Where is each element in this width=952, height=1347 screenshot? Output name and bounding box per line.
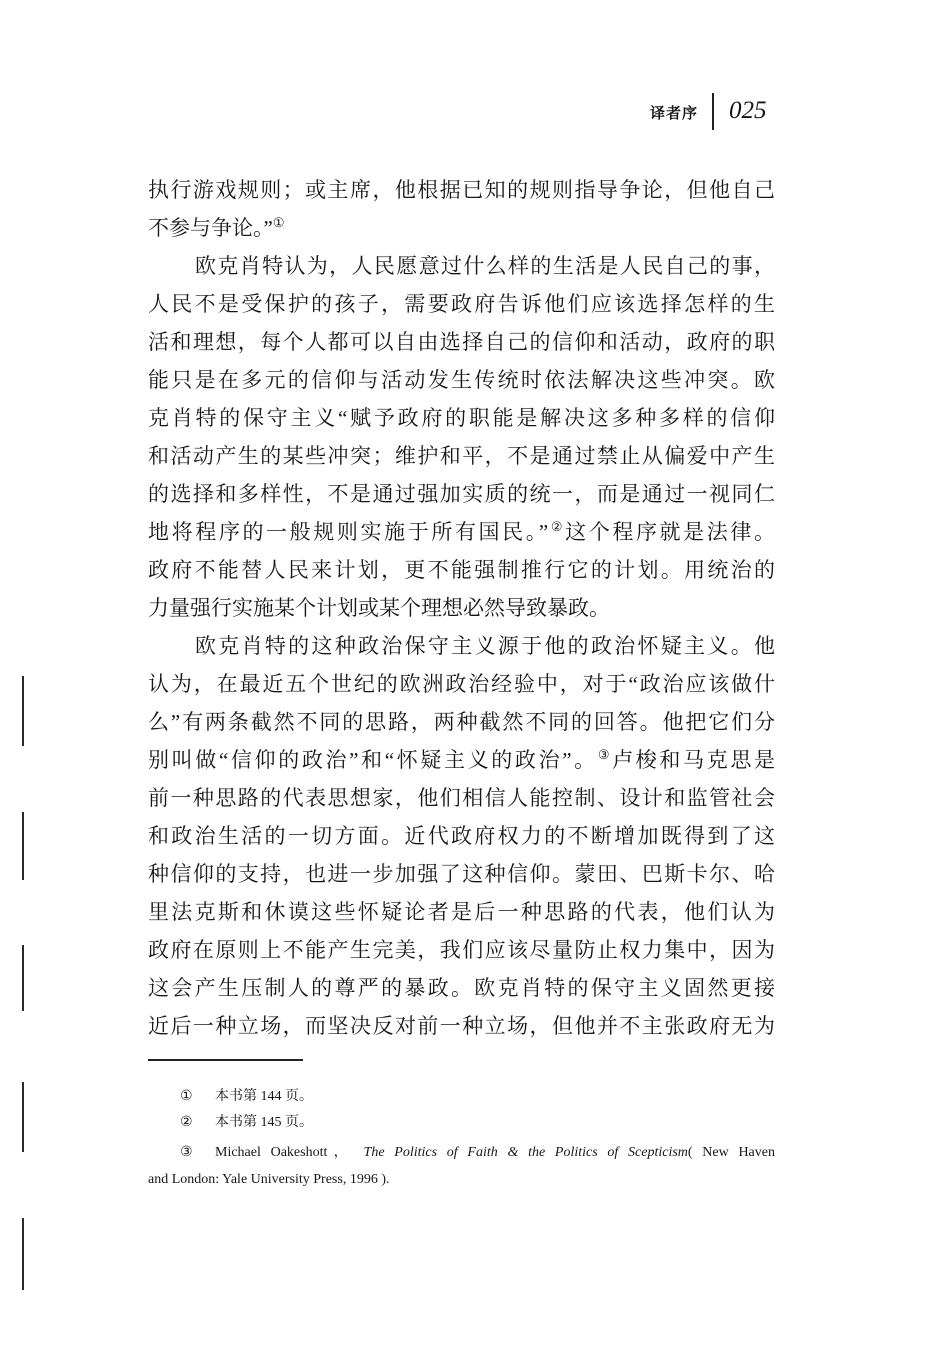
footnote-ref-1: ① [272, 215, 285, 230]
text-line: 活和理想，每个人都可以自由选择自己的信仰和活动，政府的职 [148, 330, 775, 354]
text-line: 里法克斯和休谟这些怀疑论者是后一种思路的代表，他们认为 [148, 900, 775, 924]
text-line: 这会产生压制人的尊严的暴政。欧克肖特的保守主义固然更接 [148, 976, 775, 1000]
scan-edge-mark [22, 945, 24, 1011]
text-line: 么”有两条截然不同的思路，两种截然不同的回答。他把它们分 [148, 710, 775, 734]
text-line: 欧克肖特的这种政治保守主义源于他的政治怀疑主义。他 [195, 634, 775, 658]
footnote-author: Michael Oakeshott， [215, 1145, 364, 1160]
footnote-marker: ① [180, 1089, 193, 1104]
text-line-segment: 不参与争论。” [148, 216, 273, 240]
footnote-2 [180, 1113, 313, 1133]
text-line: 认为，在最近五个世纪的欧洲政治经验中，对于“政治应该做什 [148, 672, 775, 696]
footnote-publisher: ( New Haven [687, 1145, 775, 1160]
footnote-ref-2: ② [548, 519, 566, 534]
footnote-text: 本书第 144 页。 [215, 1089, 313, 1104]
text-line [148, 209, 775, 247]
text-line-segment: 卢梭和马克思是 [612, 748, 775, 772]
text-line: 欧克肖特认为，人民愿意过什么样的生活是人民自己的事， [195, 254, 775, 278]
text-line: 近后一种立场，而坚决反对前一种立场，但他并不主张政府无为 [148, 1014, 775, 1038]
footnote-marker: ② [180, 1115, 193, 1130]
text-line: 前一种思路的代表思想家，他们相信人能控制、设计和监管社会 [148, 786, 775, 810]
scan-edge-mark [22, 676, 24, 746]
text-line: 种信仰的支持，也进一步加强了这种信仰。蒙田、巴斯卡尔、哈 [148, 862, 775, 886]
text-line-segment: 地将程序的一般规则实施于所有国民。” [148, 520, 549, 544]
text-line-segment: 这个程序就是法律。 [565, 520, 775, 544]
footnote-3-continued [148, 1170, 390, 1190]
text-line: 力量强行实施某个计划或某个理想必然导致暴政。 [148, 596, 610, 620]
header-divider [712, 93, 714, 130]
running-header-section: 译者序 [650, 106, 699, 122]
text-line: 和政治生活的一切方面。近代政府权力的不断增加既得到了这 [148, 824, 775, 848]
text-line [148, 741, 775, 779]
text-line: 和活动产生的某些冲突；维护和平，不是通过禁止从偏爱中产生 [148, 444, 775, 468]
text-line: 能只是在多元的信仰与活动发生传统时依法解决这些冲突。欧 [148, 368, 775, 392]
footnote-marker: ③ [180, 1145, 193, 1160]
footnote-1 [180, 1087, 313, 1107]
scan-edge-mark [22, 812, 24, 880]
footnote-3 [180, 1143, 775, 1163]
footnote-ref-3: ③ [597, 747, 613, 762]
page-number: 025 [729, 97, 767, 124]
text-line: 政府不能替人民来计划，更不能强制推行它的计划。用统治的 [148, 558, 775, 582]
footnote-publisher: and London: Yale University Press, 1996 ). [148, 1172, 390, 1187]
footnote-separator [148, 1059, 303, 1061]
text-line: 政府在原则上不能产生完美，我们应该尽量防止权力集中，因为 [148, 938, 775, 962]
text-line: 人民不是受保护的孩子，需要政府告诉他们应该选择怎样的生 [148, 292, 775, 316]
text-line [148, 513, 775, 551]
text-line: 的选择和多样性，不是通过强加实质的统一，而是通过一视同仁 [148, 482, 775, 506]
scan-edge-mark [22, 1218, 24, 1290]
text-line: 克肖特的保守主义“赋予政府的职能是解决这多种多样的信仰 [148, 406, 775, 430]
footnote-text: 本书第 145 页。 [215, 1115, 313, 1130]
scan-edge-mark [22, 1082, 24, 1152]
footnote-book-title: The Politics of Faith & the Politics of Scepticism [363, 1145, 688, 1160]
text-line-segment: 别叫做“信仰的政治”和“怀疑主义的政治”。 [148, 748, 598, 772]
body-text [148, 171, 775, 1045]
text-line: 执行游戏规则；或主席，他根据已知的规则指导争论，但他自己 [148, 178, 775, 202]
